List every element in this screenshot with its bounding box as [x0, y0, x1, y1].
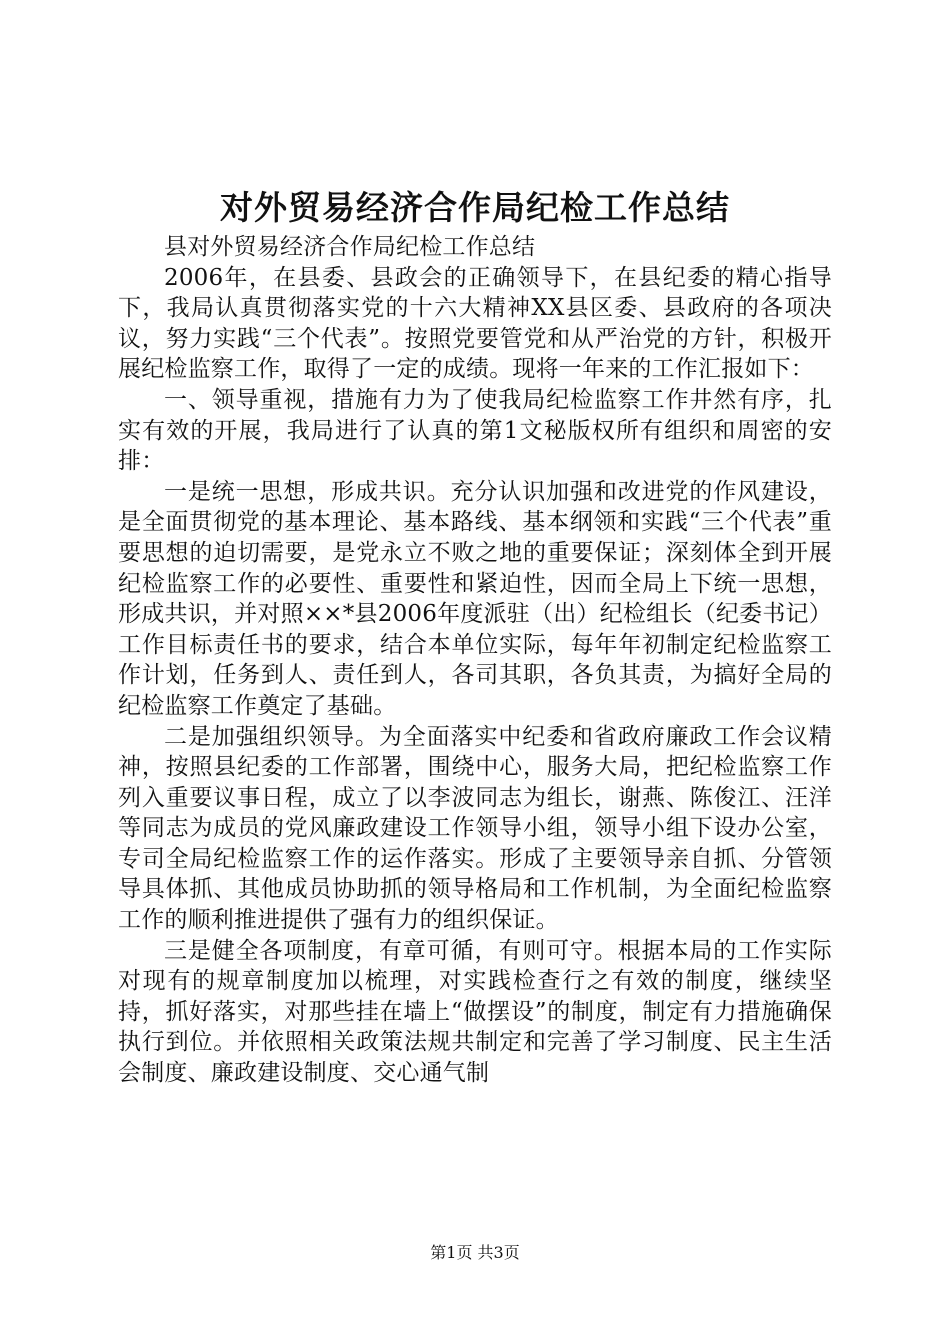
intro-paragraph: 2006年，在县委、县政会的正确领导下，在县纪委的精心指导下，我局认真贯彻落实党的十六大精神XX县区委、县政府的各项决议，努力实践“三个代表”。按照党要管党和从严治党的方针，积极开展纪检监察工作，取得了一定的成绩。现将一年来的工作汇报如下： [118, 264, 832, 383]
point-one-paragraph: 一是统一思想，形成共识。充分认识加强和改进党的作风建设，是全面贯彻党的基本理论、基本路线、基本纲领和实践“三个代表”重要思想的迫切需要，是党永立不败之地的重要保证；深刻体全到开展纪检监察工作的必要性、重要性和紧迫性，因而全局上下统一思想，形成共识，并对照××*县2006年度派驻（出）纪检组长（纪委书记）工作目标责任书的要求，结合本单位实际，每年年初制定纪检监察工作计划，任务到人、责任到人，各司其职，各负其责，为搞好全局的纪检监察工作奠定了基础。 [118, 478, 832, 719]
document-title: 对外贸易经济合作局纪检工作总结 [220, 188, 730, 227]
document-body [118, 232, 832, 1089]
point-two-paragraph: 二是加强组织领导。为全面落实中纪委和省政府廉政工作会议精神，按照县纪委的工作部署，围绕中心，服务大局，把纪检监察工作列入重要议事日程，成立了以李波同志为组长，谢燕、陈俊江、汪洋等同志为成员的党风廉政建设工作领导小组，领导小组下设办公室，专司全局纪检监察工作的运作落实。形成了主要领导亲自抓、分管领导具体抓、其他成员协助抓的领导格局和工作机制，为全面纪检监察工作的顺利推进提供了强有力的组织保证。 [118, 723, 832, 934]
subtitle-paragraph: 县对外贸易经济合作局纪检工作总结 [164, 234, 536, 260]
page-number-footer: 第1页 共3页 [430, 1243, 520, 1262]
point-three-paragraph: 三是健全各项制度，有章可循，有则可守。根据本局的工作实际对现有的规章制度加以梳理，对实践检查行之有效的制度，继续坚持，抓好落实，对那些挂在墙上“做摆设”的制度，制定有力措施确保执行到位。并依照相关政策法规共制定和完善了学习制度、民主生活会制度、廉政建设制度、交心通气制 [118, 937, 832, 1087]
section-one-paragraph: 一、领导重视，措施有力为了使我局纪检监察工作井然有序，扎实有效的开展，我局进行了认真的第1文秘版权所有组织和周密的安排： [118, 386, 832, 475]
